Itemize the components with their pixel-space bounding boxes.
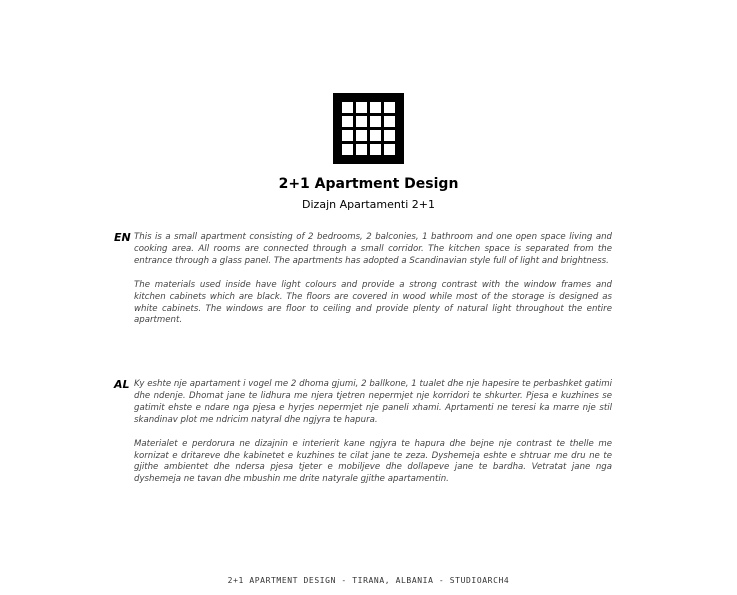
language-label-en: EN	[114, 231, 131, 244]
page-footer: 2+1 APARTMENT DESIGN - TIRANA, ALBANIA - STUDIOARCH4	[227, 576, 510, 585]
albanian-description	[134, 379, 612, 498]
english-paragraph-1: This is a small apartment consisting of 2 bedrooms, 2 balconies, 1 bathroom and one open space living and cooking area. All rooms are connected through a small corridor. The kitchen space is separated from the entrance through a glass panel. The apartments has adopted a Scandinavian style full of light and brightness.	[134, 232, 612, 266]
albanian-paragraph-2: Materialet e perdorura ne dizajnin e interierit kane ngjyra te hapura dhe bejne nje contrast te thelle me kornizat e dritareve dhe kabinetet e kuzhines te cilat jane te zeza. Dyshemeja eshte e shtruar me dru ne te gjithe ambientet dhe ndersa pjesa tjeter e mobiljeve dhe dollapeve jane te bardha. Vetratat jane nga dyshemeja ne tavan dhe mbushin me drite natyrale gjithe apartamentin.	[134, 438, 612, 485]
language-label-al: AL	[114, 378, 130, 391]
page-subtitle: Dizajn Apartamenti 2+1	[302, 198, 435, 211]
english-description	[134, 232, 612, 339]
albanian-paragraph-1: Ky eshte nje apartament i vogel me 2 dhoma gjumi, 2 ballkone, 1 tualet dhe nje hapesire te perbashket gatimi dhe ndenje. Dhomat jane te lidhura me njera tjetren nepermjet nje korridori te shkurter. Pjesa e kuzhines se gatimit ehste e ndare nga pjesa e hyrjes nepermjet nje paneli xhami. Aprtamenti ne teresi ka marre nje stil skandinav plot me ndricim natyral dhe ngjyra te hapura.	[134, 379, 612, 425]
window-grid-icon	[333, 93, 404, 164]
page-title: 2+1 Apartment Design	[278, 176, 459, 192]
english-paragraph-2: The materials used inside have light colours and provide a strong contrast with the window frames and kitchen cabinets which are black. The floors are covered in wood while most of the storage is designed as white cabinets. The windows are floor to ceiling and provide plenty of natural light throughout the entire apartment.	[134, 279, 612, 326]
